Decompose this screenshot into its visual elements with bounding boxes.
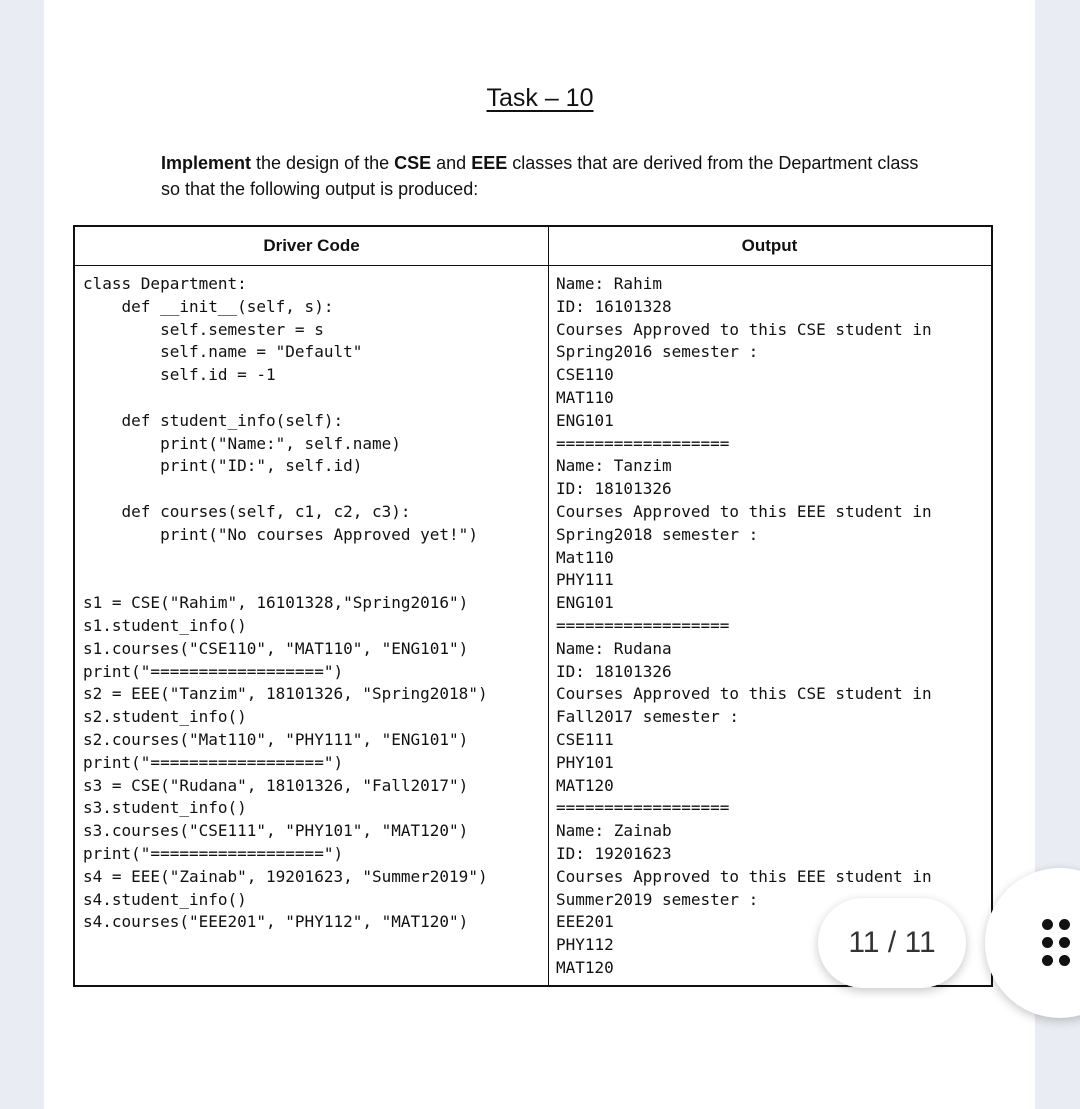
code-output-table — [73, 225, 993, 987]
instruction-emphasis-implement: Implement — [161, 153, 252, 173]
column-divider — [548, 227, 549, 985]
instruction-text — [161, 150, 941, 202]
more-dots-icon — [1042, 919, 1078, 967]
output-header: Output — [741, 236, 798, 255]
page-indicator: 11 / 11 — [818, 898, 966, 988]
instruction-emphasis-eee: EEE — [471, 153, 508, 173]
driver-code-header: Driver Code — [263, 236, 360, 255]
instruction-segment: the design of the — [251, 153, 395, 173]
instruction-segment: and — [431, 153, 472, 173]
instruction-segment: classes that are derived from the Department class so that the following output is produced: — [161, 153, 919, 199]
output-block: Name: Rahim ID: 16101328 Courses Approved to this CSE student in Spring2016 semester : CSE110 MAT110 ENG101 ================== Name: Tanzim ID: 18101326 Courses Approved to this EEE student in Spring2018 semester : Mat110 PHY111 ENG101 ================== Name: Rudana ID: 18101326 Courses Approved to this CSE student in Fall2017 semester : CSE111 PHY101 MAT120 ================== Name: Zainab ID: 19201623 Courses Approved to this EEE student in Summer2019 semester : EEE201 PHY112 MAT120 — [556, 274, 932, 977]
driver-code-block: class Department: def __init__(self, s): self.semester = s self.name = "Default" self.id = -1 def student_info(self): print("Name:", self.name) print("ID:", self.id) def courses(self, c1, c2, c3): print("No courses Approved yet!") s1 = CSE("Rahim", 16101328,"Spring2016") s1.student_info() s1.courses("CSE110", "MAT110", "ENG101") print("==================") s2 = EEE("Tanzim", 18101326, "Spring2018") s2.student_info() s2.courses("Mat110", "PHY111", "ENG101") print("==================") s3 = CSE("Rudana", 18101326, "Fall2017") s3.student_info() s3.courses("CSE111", "PHY101", "MAT120") print("==================") s4 = EEE("Zainab", 19201623, "Summer2019") s4.student_info() s4.courses("EEE201", "PHY112", "MAT120") — [83, 274, 488, 932]
task-title: Task – 10 — [486, 84, 594, 112]
table-header-row — [75, 227, 991, 266]
instruction-emphasis-cse: CSE — [394, 153, 432, 173]
